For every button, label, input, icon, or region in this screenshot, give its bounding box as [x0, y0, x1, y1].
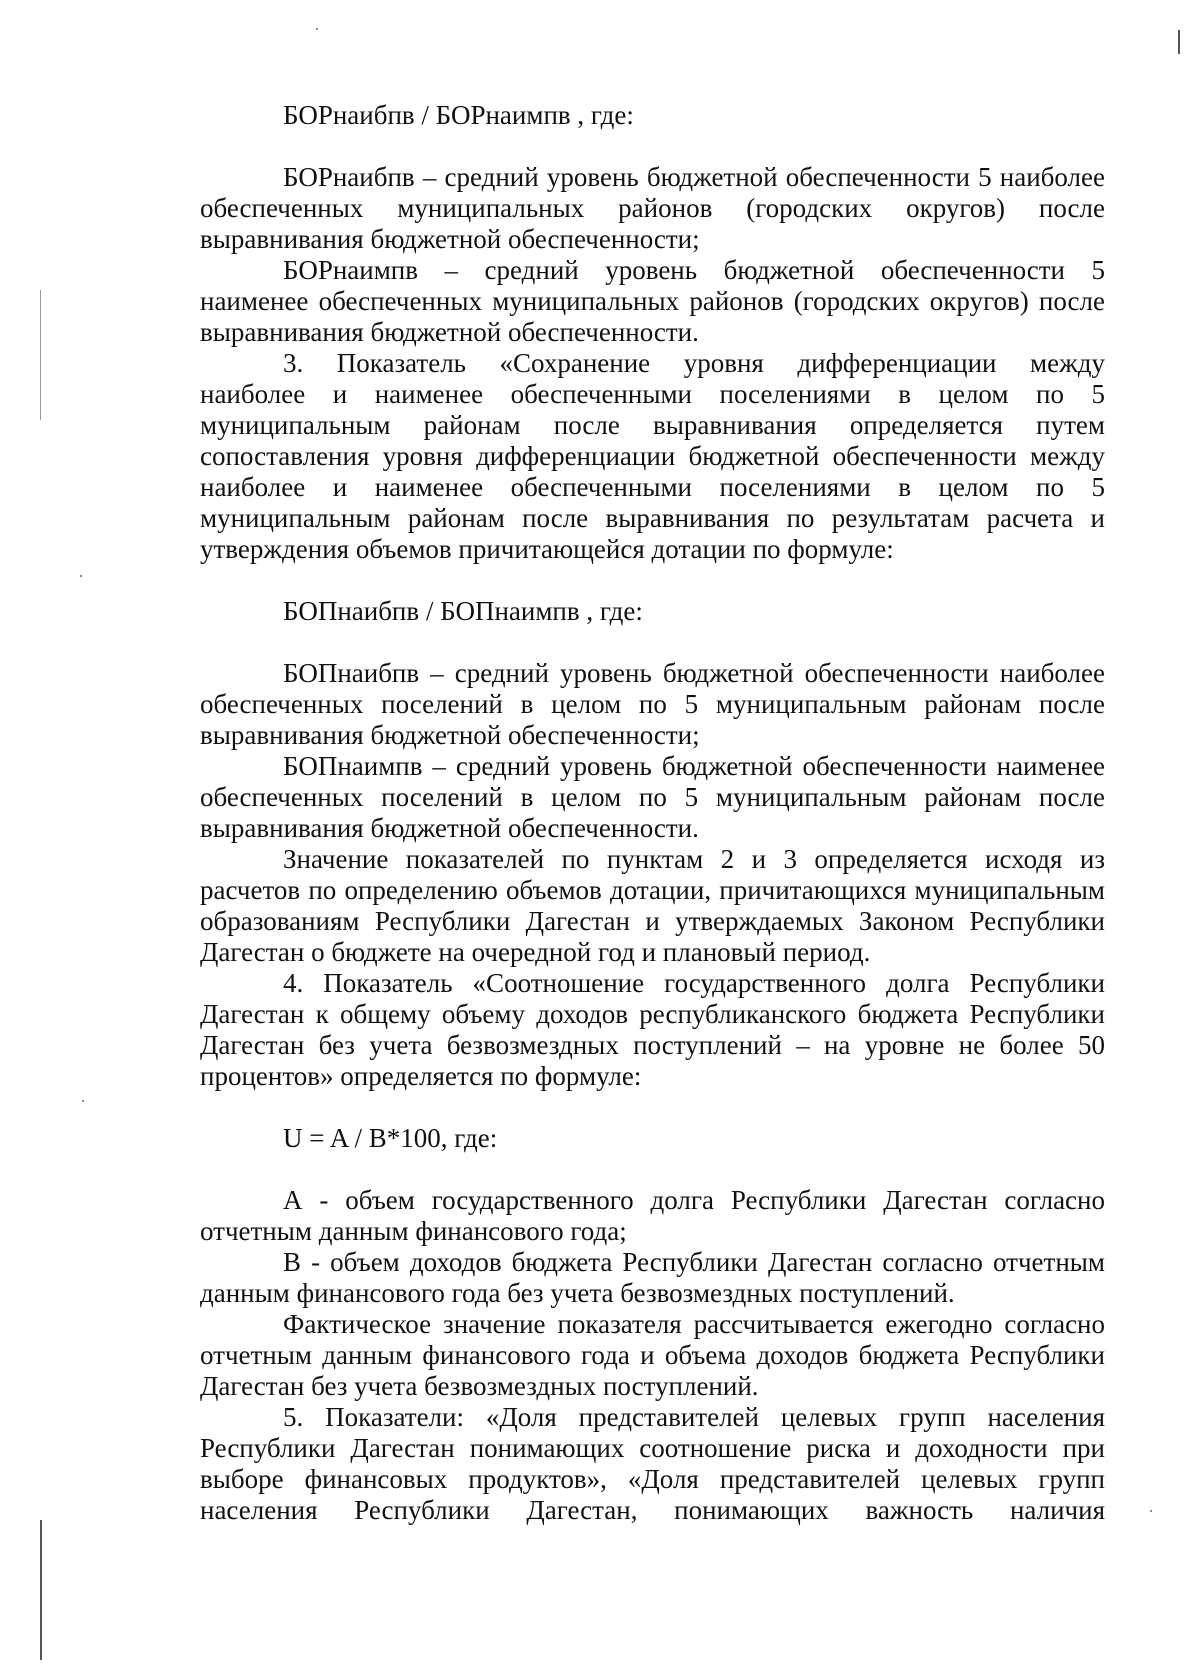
- paragraph-last-line: Дагестан без учета безвозмездных поступлений.: [200, 1371, 759, 1401]
- paragraph-line: наименее обеспеченных муниципальных районов (городских округов) после: [200, 286, 1105, 316]
- paragraph-line: Республики Дагестан понимающих соотношение риска и доходности при: [200, 1433, 1105, 1463]
- paragraph-first-line: БОРнаибпв – средний уровень бюджетной обеспеченности 5 наиболее: [283, 162, 1105, 192]
- paragraph-last-line: отчетным данным финансового года;: [200, 1216, 627, 1246]
- paragraph-last-line: выравнивания бюджетной обеспеченности.: [200, 317, 699, 347]
- paragraph-last-line: данным финансового года без учета безвозмездных поступлений.: [200, 1278, 955, 1308]
- scan-edge-mark: [40, 1520, 42, 1660]
- scan-speck: [82, 1100, 84, 1102]
- paragraph-last-line: выравнивания бюджетной обеспеченности;: [200, 224, 700, 254]
- paragraph-first-line: БОРнаимпв – средний уровень бюджетной обеспеченности 5: [283, 255, 1105, 285]
- paragraph-last-line: выравнивания бюджетной обеспеченности;: [200, 720, 700, 750]
- paragraph-first-line: Фактическое значение показателя рассчитывается ежегодно согласно: [283, 1309, 1105, 1339]
- paragraph-gap: [200, 1092, 1105, 1123]
- paragraph-first-line: БОПнаибпв – средний уровень бюджетной обеспеченности наиболее: [283, 658, 1105, 688]
- paragraph-line: муниципальным районам после выравнивания определяется путем: [200, 410, 1105, 440]
- paragraph-last-line: утверждения объемов причитающейся дотации по формуле:: [200, 534, 894, 564]
- scan-edge-mark: [1178, 30, 1180, 54]
- paragraph-line: наиболее и наименее обеспеченными поселениями в целом по 5: [200, 472, 1105, 502]
- paragraph-gap: [200, 565, 1105, 596]
- paragraph-line: обеспеченных поселений в целом по 5 муниципальным районам после: [200, 689, 1105, 719]
- paragraph-line: населения Республики Дагестан, понимающих важность наличия: [200, 1495, 1105, 1525]
- paragraph-line: сопоставления уровня дифференциации бюджетной обеспеченности между: [200, 441, 1105, 471]
- paragraph-line: Дагестан без учета безвозмездных поступлений – на уровне не более 50: [200, 1030, 1105, 1060]
- paragraph-line: наиболее и наименее обеспеченными поселениями в целом по 5: [200, 379, 1105, 409]
- paragraph-first-line: В - объем доходов бюджета Республики Дагестан согласно отчетным: [283, 1247, 1105, 1277]
- scan-edge-mark: [40, 290, 41, 420]
- formula-line: БОРнаибпв / БОРнаимпв , где:: [283, 100, 634, 130]
- paragraph-first-line: 5. Показатели: «Доля представителей целевых групп населения: [283, 1402, 1105, 1432]
- paragraph-line: отчетным данным финансового года и объема доходов бюджета Республики: [200, 1340, 1105, 1370]
- scan-speck: [316, 28, 318, 30]
- paragraph-gap: [200, 131, 1105, 162]
- paragraph-first-line: 4. Показатель «Соотношение государственного долга Республики: [283, 968, 1105, 998]
- paragraph-line: обеспеченных поселений в целом по 5 муниципальным районам после: [200, 782, 1105, 812]
- paragraph-line: Дагестан к общему объему доходов республиканского бюджета Республики: [200, 999, 1105, 1029]
- paragraph-first-line: БОПнаимпв – средний уровень бюджетной обеспеченности наименее: [283, 751, 1105, 781]
- paragraph-first-line: А - объем государственного долга Республики Дагестан согласно: [283, 1185, 1105, 1215]
- scan-speck: [1150, 1510, 1152, 1512]
- paragraph-gap: [200, 1154, 1105, 1185]
- scan-speck: [80, 575, 82, 577]
- paragraph-last-line: выравнивания бюджетной обеспеченности.: [200, 813, 699, 843]
- paragraph-last-line: процентов» определяется по формуле:: [200, 1061, 642, 1091]
- paragraph-first-line: Значение показателей по пунктам 2 и 3 определяется исходя из: [283, 844, 1105, 874]
- paragraph-line: обеспеченных муниципальных районов (городских округов) после: [200, 193, 1105, 223]
- formula-line: БОПнаибпв / БОПнаимпв , где:: [283, 596, 643, 626]
- paragraph-line: муниципальным районам после выравнивания по результатам расчета и: [200, 503, 1105, 533]
- paragraph-last-line: Дагестан о бюджете на очередной год и плановый период.: [200, 937, 871, 967]
- paragraph-first-line: 3. Показатель «Сохранение уровня дифференциации между: [283, 348, 1105, 378]
- formula-line: U = A / B*100, где:: [283, 1123, 498, 1153]
- paragraph-line: выборе финансовых продуктов», «Доля представителей целевых групп: [200, 1464, 1105, 1494]
- paragraph-gap: [200, 627, 1105, 658]
- paragraph-line: расчетов по определению объемов дотации, причитающихся муниципальным: [200, 875, 1105, 905]
- paragraph-line: образованиям Республики Дагестан и утверждаемых Законом Республики: [200, 906, 1105, 936]
- document-body: [200, 100, 1105, 1526]
